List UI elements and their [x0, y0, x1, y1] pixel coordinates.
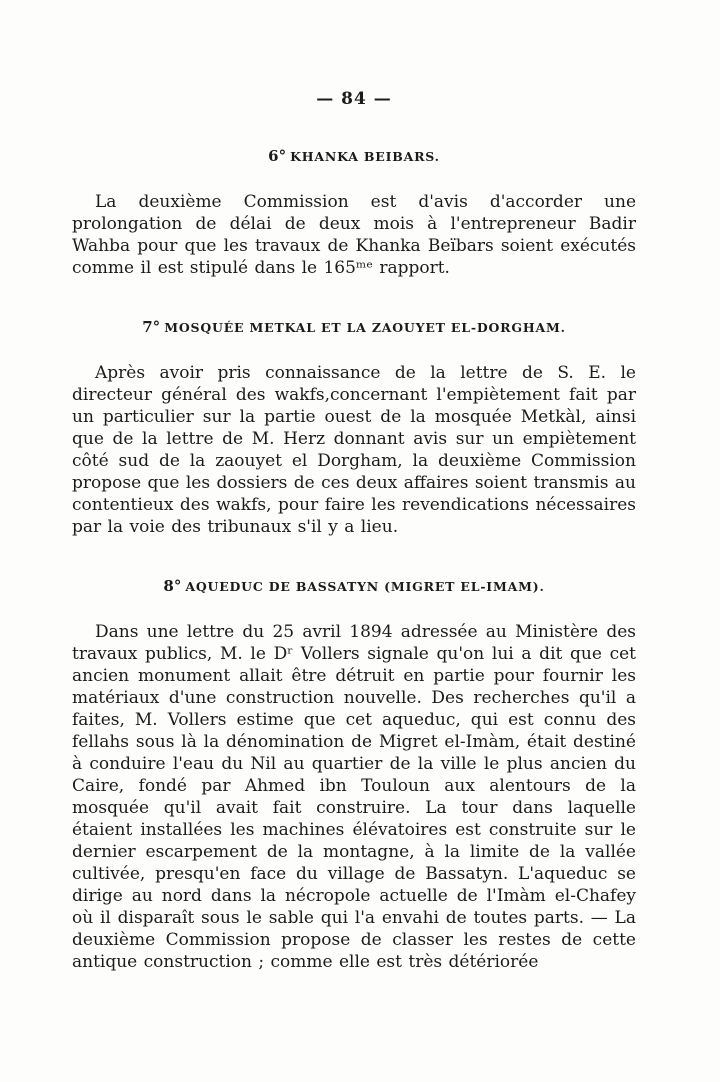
paragraph: Dans une lettre du 25 avril 1894 adressée au Ministère des travaux publics, M. le Dʳ Vollers signale qu'on lui a dit que cet ancien monument allait être détruit en partie pour fournir les matériaux d'une construction nouvelle. Des recherches qu'il a faites, M. Vollers estime que cet aqueduc, qui est connu des fellahs sous là la dénomination de Migret el-Imàm, était destiné à conduire l'eau du Nil au quartier de la ville le plus ancien du Caire, fondé par Ahmed ibn Touloun aux alentours de la mosquée qu'il avait fait construire. La tour dans laquelle étaient installées les machines élévatoires est construite sur le dernier escarpement de la montagne, à la limite de la vallée cultivée, presqu'en face du village de Bassatyn. L'aqueduc se dirige au nord dans la nécropole actuelle de l'Imàm el-Chafey où il disparaît sous le sable qui l'a envahi de toutes parts. — La deuxième Commission propose de classer les restes de cette antique construction ; comme elle est très détériorée [72, 622, 636, 972]
section-number: 7° [142, 318, 161, 336]
section-title: AQUEDUC DE BASSATYN (MIGRET EL-IMAM). [185, 579, 545, 594]
section-title: KHANKA BEIBARS. [290, 149, 440, 164]
section-mosquee-metkal [0, 319, 720, 538]
paragraph: Après avoir pris connaissance de la lettre de S. E. le directeur général des wakfs,concernant l'empiètement fait par un particulier sur la partie ouest de la mosquée Metkàl, ainsi que de la lettre de M. Herz donnant avis sur un empiètement côté sud de la zaouyet el Dorgham, la deuxième Commission propose que les dossiers de ces deux affaires soient transmis au contentieux des wakfs, pour faire les revendications nécessaires par la voie des tribunaux s'il y a lieu. [72, 363, 637, 537]
section-number: 6° [268, 147, 287, 165]
section-khanka-beibars [0, 148, 720, 279]
paragraph: La deuxième Commission est d'avis d'accorder une prolongation de délai de deux mois à l'entrepreneur Badir Wahba pour que les travaux de Khanka Beïbars soient exécutés comme il est stipulé dans le 165ᵐᵉ rapport. [72, 192, 636, 278]
section-heading [72, 148, 636, 165]
section-heading [72, 578, 636, 595]
section-number: 8° [163, 577, 182, 595]
section-heading [72, 319, 636, 336]
section-aqueduc-bassatyn [0, 578, 720, 973]
page-number: — 84 — [316, 89, 392, 109]
section-title: MOSQUÉE METKAL ET LA ZAOUYET EL-DORGHAM. [164, 320, 566, 335]
